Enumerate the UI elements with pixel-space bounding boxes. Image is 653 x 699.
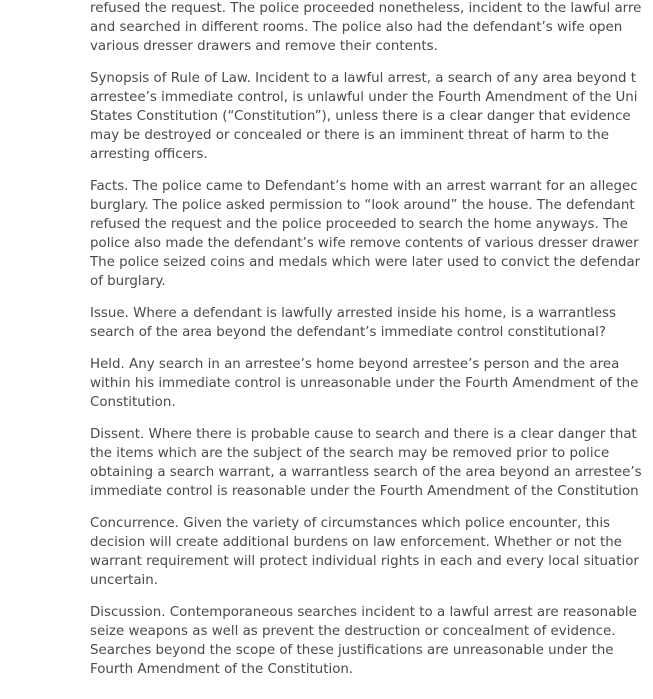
text-line: of burglary.: [90, 274, 166, 289]
text-line: burglary. The police asked permission to “look around” the house. The defendant: [90, 198, 635, 213]
text-line: may be destroyed or concealed or there is an imminent threat of harm to the: [90, 128, 610, 143]
text-line: arrestee’s immediate control, is unlawful under the Fourth Amendment of the Uni: [90, 90, 638, 105]
intro-paragraph: [90, 0, 653, 56]
text-line: decision will create additional burdens on law enforcement. Whether or not the: [90, 535, 622, 550]
text-line: Constitution.: [90, 395, 176, 410]
text-line: warrant requirement will protect individual rights in each and every local situatior: [90, 554, 639, 569]
concurrence-paragraph: [90, 514, 653, 590]
text-line: Facts. The police came to Defendant’s home with an arrest warrant for an allegec: [90, 179, 638, 194]
text-line: States Constitution (“Constitution”), unless there is a clear danger that evidence: [90, 109, 631, 124]
text-line: Concurrence. Given the variety of circumstances which police encounter, this: [90, 516, 611, 531]
case-brief-document: [90, 0, 653, 692]
discussion-paragraph: [90, 603, 653, 679]
text-line: Held. Any search in an arrestee’s home beyond arrestee’s person and the area: [90, 357, 620, 372]
text-line: refused the request and the police proceeded to search the home anyways. The: [90, 217, 628, 232]
text-line: Discussion. Contemporaneous searches incident to a lawful arrest are reasonable: [90, 605, 637, 620]
facts-paragraph: [90, 177, 653, 291]
text-line: various dresser drawers and remove their contents.: [90, 39, 438, 54]
synopsis-paragraph: [90, 69, 653, 164]
text-line: search of the area beyond the defendant’s immediate control constitutional?: [90, 325, 606, 340]
text-line: The police seized coins and medals which were later used to convict the defendar: [90, 255, 641, 270]
text-line: uncertain.: [90, 573, 158, 588]
text-line: seize weapons as well as prevent the destruction or concealment of evidence.: [90, 624, 616, 639]
text-line: immediate control is reasonable under the Fourth Amendment of the Constitution: [90, 484, 639, 499]
text-line: police also made the defendant’s wife remove contents of various dresser drawer: [90, 236, 639, 251]
text-line: Issue. Where a defendant is lawfully arrested inside his home, is a warrantless: [90, 306, 616, 321]
held-paragraph: [90, 355, 653, 412]
text-line: Synopsis of Rule of Law. Incident to a lawful arrest, a search of any area beyond t: [90, 71, 636, 86]
dissent-paragraph: [90, 425, 653, 501]
text-line: Dissent. Where there is probable cause to search and there is a clear danger that: [90, 427, 637, 442]
text-line: arresting officers.: [90, 147, 208, 162]
text-line: within his immediate control is unreasonable under the Fourth Amendment of the: [90, 376, 639, 391]
text-line: and searched in different rooms. The police also had the defendant’s wife open: [90, 20, 623, 35]
text-line: the items which are the subject of the search may be removed prior to police: [90, 446, 610, 461]
text-line: Fourth Amendment of the Constitution.: [90, 662, 354, 677]
issue-paragraph: [90, 304, 653, 342]
text-line: obtaining a search warrant, a warrantless search of the area beyond an arrestee’s: [90, 465, 642, 480]
text-line: Searches beyond the scope of these justifications are unreasonable under the: [90, 643, 614, 658]
text-line: refused the request. The police proceeded nonetheless, incident to the lawful arre: [90, 1, 642, 16]
